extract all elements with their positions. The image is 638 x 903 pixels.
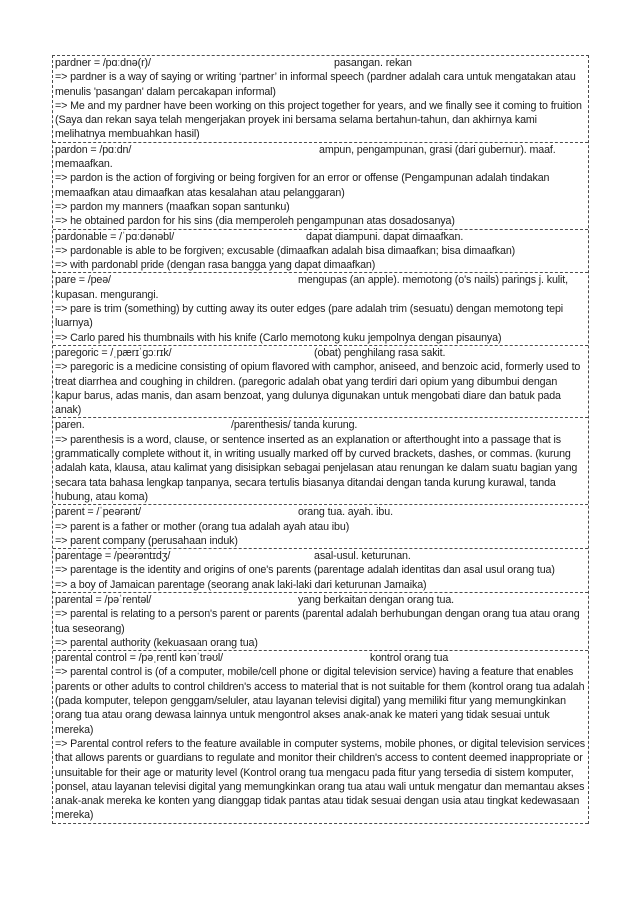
entry-example: => pardon my manners (maafkan sopan santunku) [55,200,290,213]
entry-example: => Parental control refers to the feature available in computer systems, mobile phones, or digital television services that allows parents or guardians to regulate and monitor their children's access to content deemed inappropriate or unsuitable for their age or maturity level (Kontrol orang tua mengacu pada fitur yang tersedia di sistem komputer, ponsel, atau layanan televisi digital yang memungkinkan orang tua atau wali untuk mengatur dan memantau akses anak-anak mereka ke konten yang dianggap tidak pantas atau tidak sesuai dengan usia atau tingkat kedewasaan mereka) [55,737,585,822]
dictionary-entry [53,56,588,143]
entry-head-line [55,651,586,665]
dictionary-entry [53,346,588,418]
entry-example: => with pardonabl pride (dengan rasa bangga yang dapat dimaafkan) [55,259,376,272]
entry-headword: pardon = /pɑːdn/ [55,143,132,156]
entry-example: => pardner is a way of saying or writing ‘partner’ in informal speech (pardner adalah cara untuk mengatakan atau menulis 'pasangan' dalam percakapan informal) [55,71,576,98]
entry-head-line [55,273,586,302]
entry-headword: parental = /pəˈrentəl/ [55,593,152,606]
entry-headword: pardner = /pɑːdnə(r)/ [55,57,151,69]
entry-headword: paren. [55,419,85,432]
entry-example: => parenthesis is a word, clause, or sentence inserted as an explanation or afterthought into a passage that is grammatically complete without it, in writing usually marked off by curved brackets, dashes, or commas. (kurung adalah kata, klausa, atau kalimat yang disisipkan sebagai penjelasan atau renungan ke dalam suatu bagian yang secara tata bahasa lengkap tanpanya, secara tertulis biasanya ditandai dengan tanda kurung kurawal, tanda hubung, atau koma) [55,433,578,503]
entry-example: => pardonable is able to be forgiven; excusable (dimaafkan adalah bisa dimaafkan; bisa dimaafkan) [55,244,516,257]
entry-headword: pardonable = /ˈpɑːdənəbl/ [55,230,175,243]
entry-head-line [55,505,586,519]
entry-example: => parentage is the identity and origins of one's parents (parentage adalah identitas dan asal usul orang tua) [55,564,555,577]
entry-head-line [55,230,586,244]
dictionary-entry [53,418,588,505]
entry-example: => parental is relating to a person's parent or parents (parental adalah berhubungan dengan orang tua atau orang tua seseorang) [55,608,580,635]
dictionary-entry [53,549,588,593]
entry-example: => parental control is (of a computer, mobile/cell phone or digital television service) having a feature that enables parents or other adults to control children's access to material that is not suitable for them (kontrol orang tua adalah (pada komputer, telepon genggam/seluler, atau layanan televisi digital) yang memiliki fitur yang memungkinkan orang tua atau orang dewasa lainnya untuk mengontrol akses anak-anak ke materi yang tidak sesuai untuk mereka) [55,666,585,736]
entry-meaning: asal-usul. keturunan. [314,550,411,563]
entry-headword: parent = /ˈpeərənt/ [55,506,141,519]
entry-meaning: yang berkaitan dengan orang tua. [298,593,455,606]
entry-meaning: kontrol orang tua [370,652,449,665]
entry-head-line [55,549,586,563]
entry-example: => parent company (perusahaan induk) [55,534,238,547]
entry-example: => parent is a father or mother (orang tua adalah ayah atau ibu) [55,520,350,533]
dictionary-entry [53,273,588,345]
entry-meaning: orang tua. ayah. ibu. [298,506,393,519]
entry-head-line [55,593,586,607]
entry-example: => a boy of Jamaican parentage (seorang anak laki-laki dari keturunan Jamaika) [55,578,427,591]
entry-meaning: dapat diampuni. dapat dimaafkan. [306,230,464,243]
dictionary-entry [53,593,588,651]
entry-head-line [55,143,586,172]
entry-head-line [55,346,586,360]
entry-example: => paregoric is a medicine consisting of opium flavored with camphor, aniseed, and benzoic acid, formerly used to treat diarrhea and coughing in children. (paregoric adalah obat yang terdiri dari opium yang dibumbui dengan kapur barus, adas manis, dan asam benzoat, yang dulunya digunakan untuk mengobati diare dan batuk pada anak) [55,361,581,417]
entry-headword: pare = /peə/ [55,274,111,287]
dictionary-entry [53,651,588,824]
entry-example: => Me and my pardner have been working on this project together for years, and we finally see it coming to fruition (Saya dan rekan saya telah mengerjakan proyek ini bersama selama bertahun-tahun, dan akhirnya kami melihatnya membuahkan hasil) [55,99,582,141]
entry-head-line [55,418,586,432]
entry-meaning: /parenthesis/ tanda kurung. [231,419,358,432]
dictionary-entry [53,505,588,549]
entry-head-line [55,56,586,70]
entry-example: => pare is trim (something) by cutting away its outer edges (pare adalah trim (sesuatu) dengan memotong tepi luarnya) [55,303,564,330]
entry-headword: parental control = /pəˌrentl kənˈtrəʊl/ [55,652,224,665]
dictionary-table [52,55,589,824]
entry-meaning: (obat) penghilang rasa sakit. [314,346,446,359]
entry-meaning: ampun, pengampunan, grasi (dari gubernur). maaf. memaafkan. [55,143,556,171]
entry-example: => pardon is the action of forgiving or being forgiven for an error or offense (Pengampunan adalah tindakan memaafkan atau dimaafkan atas kesalahan atau pelanggaran) [55,172,550,199]
entry-example: => parental authority (kekuasaan orang tua) [55,636,258,649]
entry-headword: parentage = /peərəntɪdʒ/ [55,550,171,563]
entry-headword: paregoric = /ˌpærɪˈgɔːrɪk/ [55,346,172,359]
entry-meaning: mengupas (an apple). memotong (o's nails) parings j. kulit, kupasan. mengurangi. [55,274,569,301]
entry-example: => Carlo pared his thumbnails with his knife (Carlo memotong kuku jempolnya dengan pisaunya) [55,331,502,344]
dictionary-entry [53,143,588,230]
entry-meaning: pasangan. rekan [334,57,412,69]
dictionary-entry [53,230,588,274]
entry-example: => he obtained pardon for his sins (dia memperoleh pengampunan atas dosadosanya) [55,215,455,228]
